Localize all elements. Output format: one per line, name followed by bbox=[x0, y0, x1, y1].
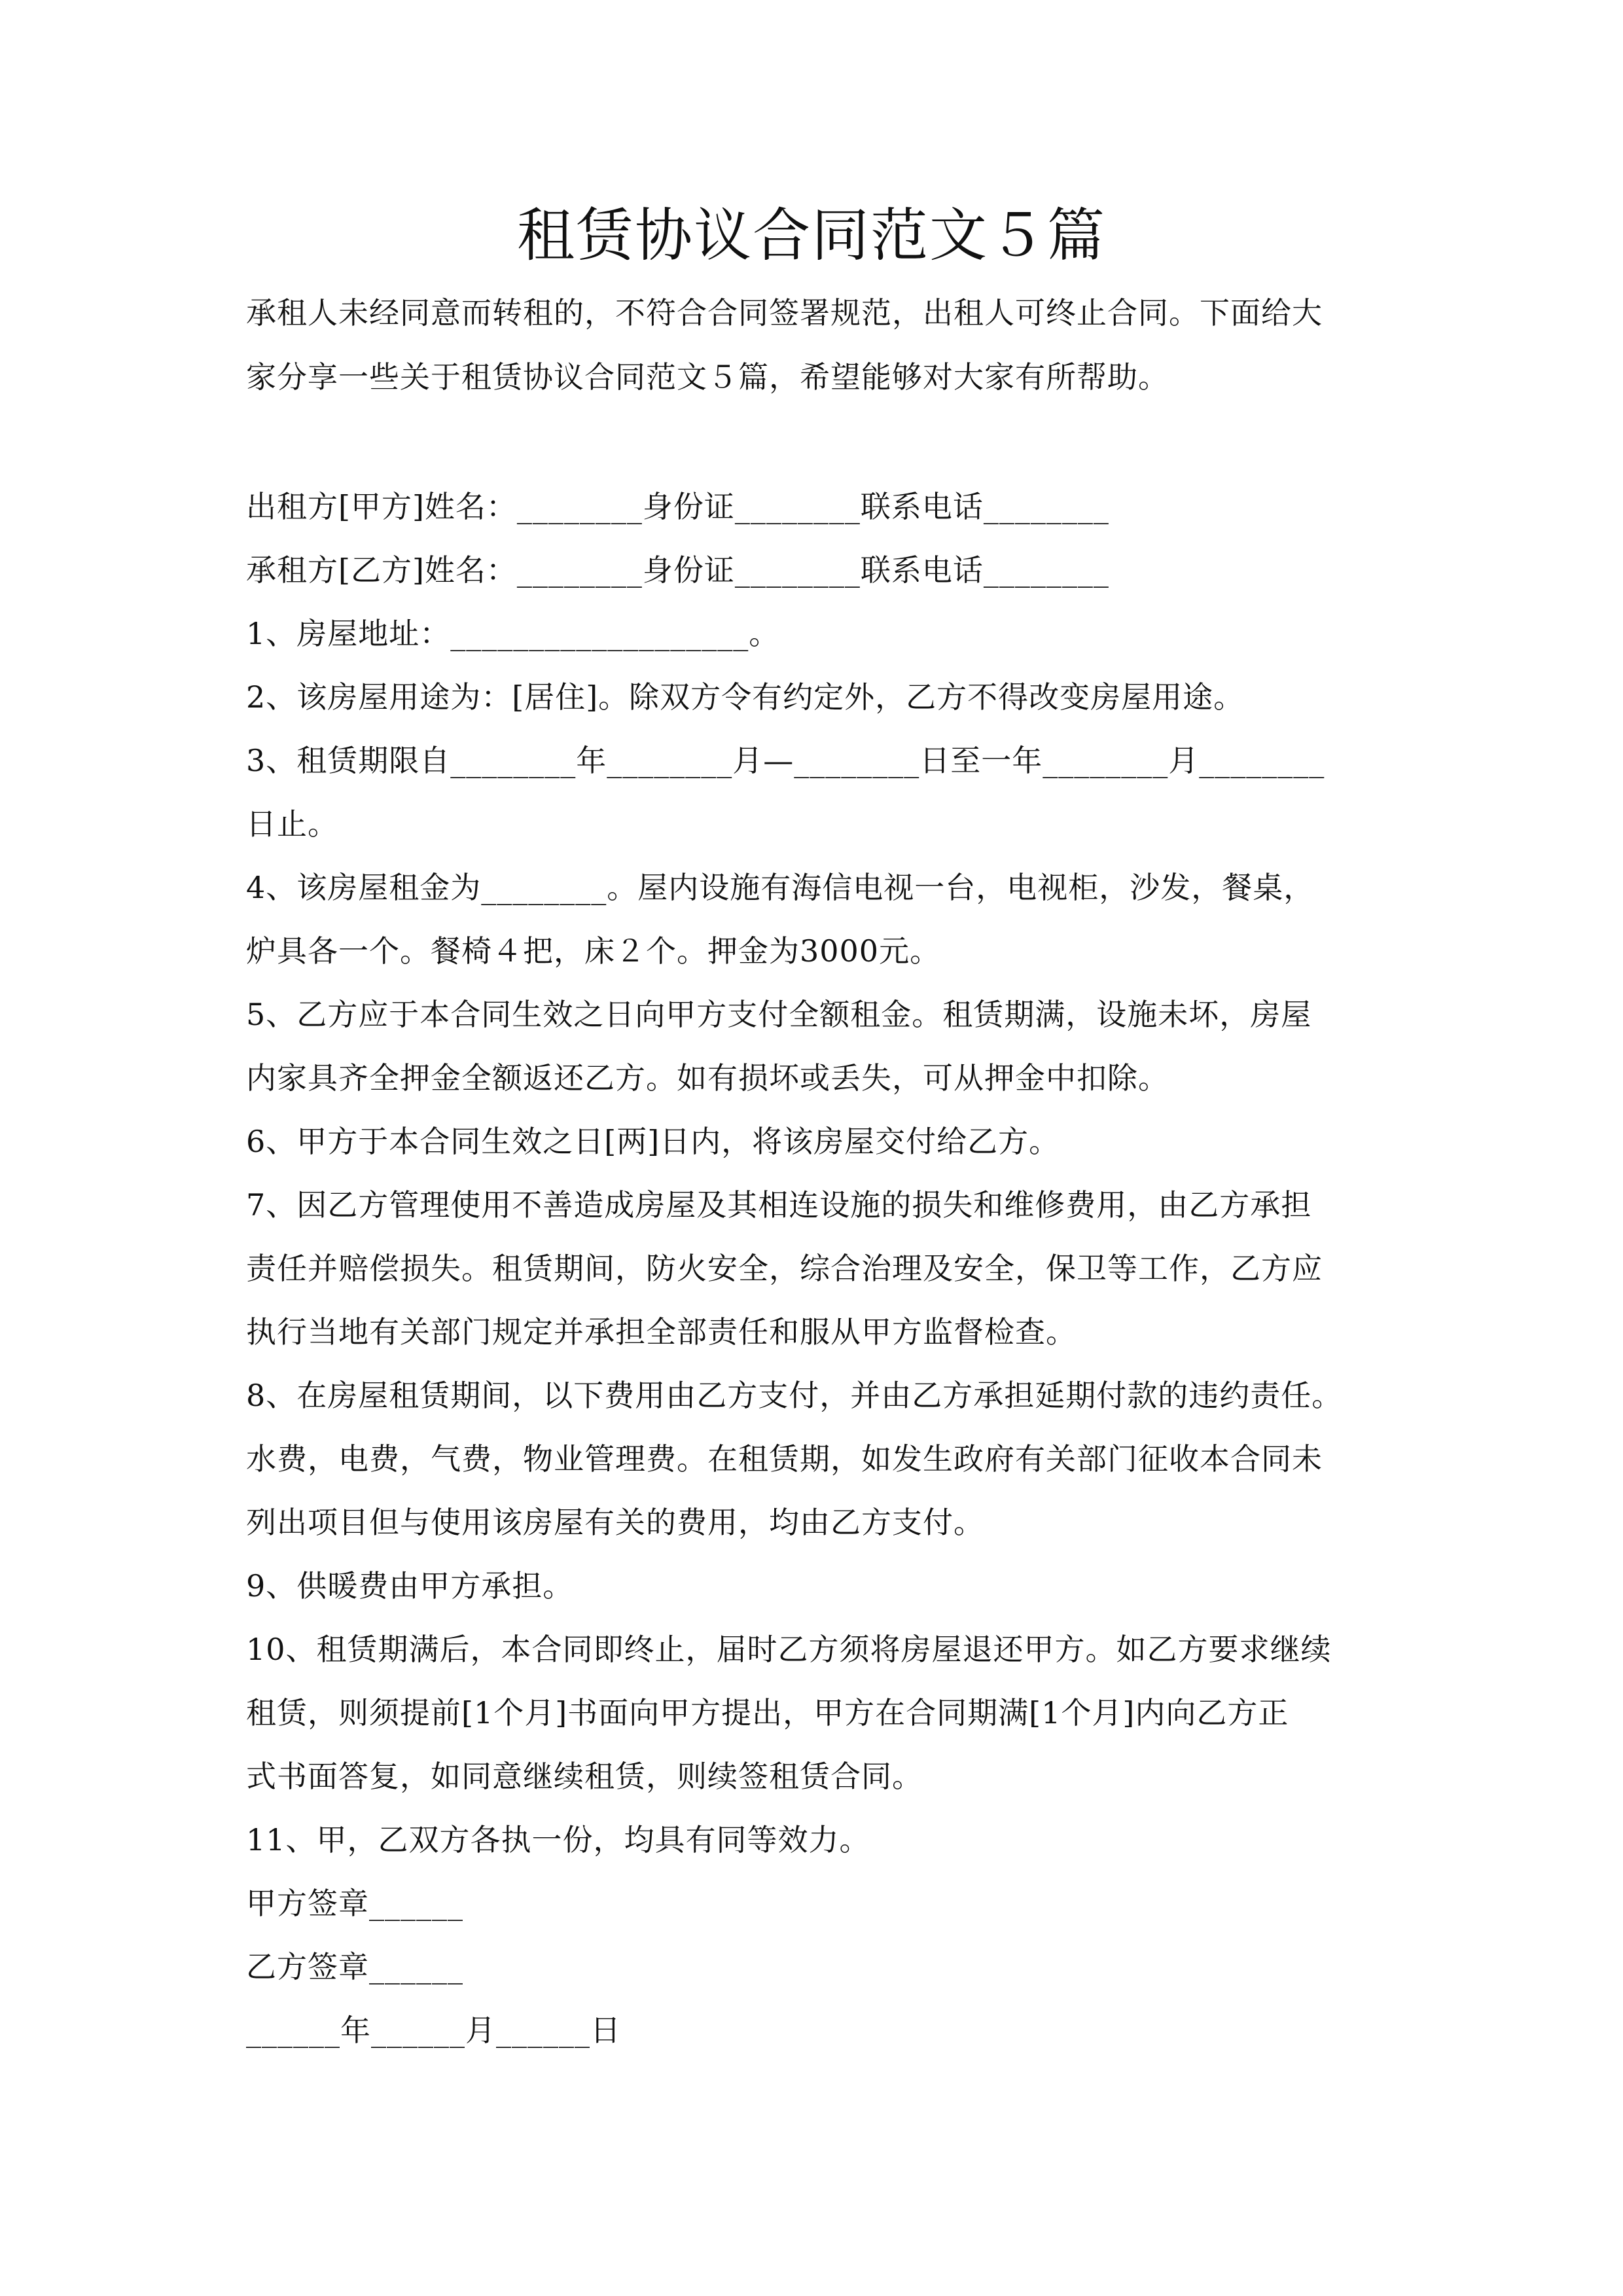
clause-7-line-3: 执行当地有关部门规定并承担全部责任和服从甲方监督检查。 bbox=[246, 1314, 1077, 1350]
clause-6-line: 6、甲方于本合同生效之日[两]日内，将该房屋交付给乙方。 bbox=[246, 1124, 1060, 1159]
clause-10-line-2: 租赁，则须提前[1个月]书面向甲方提出，甲方在合同期满[1个月]内向乙方正 bbox=[246, 1695, 1289, 1731]
intro-line-2: 家分享一些关于租赁协议合同范文５篇，希望能够对大家有所帮助。 bbox=[246, 359, 1169, 395]
clause-8-line-2: 水费，电费，气费，物业管理费。在租赁期，如发生政府有关部门征收本合同未 bbox=[246, 1441, 1323, 1477]
clause-10-line-1: 10、租赁期满后，本合同即终止，届时乙方须将房屋退还甲方。如乙方要求继续 bbox=[246, 1632, 1332, 1667]
clause-8-line-1: 8、在房屋租赁期间，以下费用由乙方支付，并由乙方承担延期付款的违约责任。 bbox=[246, 1378, 1343, 1413]
clause-4-line-1: 4、该房屋租金为________。屋内设施有海信电视一台，电视柜，沙发，餐桌， bbox=[246, 870, 1315, 905]
clause-7-line-2: 责任并赔偿损失。租赁期间，防火安全，综合治理及安全，保卫等工作，乙方应 bbox=[246, 1251, 1323, 1286]
lessor-info-line: 出租方[甲方]姓名：________身份证________联系电话________ bbox=[246, 489, 1109, 524]
clause-3-line-1: 3、租赁期限自________年________月—________日至一年________月________ bbox=[246, 743, 1325, 778]
clause-2-line: 2、该房屋用途为：[居住]。除双方令有约定外，乙方不得改变房屋用途。 bbox=[246, 679, 1245, 715]
clause-11-line: 11、甲，乙双方各执一份，均具有同等效力。 bbox=[246, 1822, 870, 1857]
document-title: 租赁协议合同范文５篇 bbox=[516, 202, 1106, 269]
intro-line-1: 承租人未经同意而转租的，不符合合同签署规范，出租人可终止合同。下面给大 bbox=[246, 295, 1323, 331]
party-b-signature-line: 乙方签章______ bbox=[246, 1949, 463, 1984]
clause-5-line-1: 5、乙方应于本合同生效之日向甲方支付全额租金。租赁期满，设施未坏，房屋 bbox=[246, 997, 1312, 1032]
clause-3-line-2: 日止。 bbox=[246, 806, 338, 842]
lessee-info-line: 承租方[乙方]姓名：________身份证________联系电话________ bbox=[246, 552, 1109, 588]
clause-9-line: 9、供暖费由甲方承担。 bbox=[246, 1568, 574, 1604]
clause-10-line-3: 式书面答复，如同意继续租赁，则续签租赁合同。 bbox=[246, 1759, 923, 1794]
clause-5-line-2: 内家具齐全押金全额返还乙方。如有损坏或丢失，可从押金中扣除。 bbox=[246, 1060, 1169, 1096]
clause-7-line-1: 7、因乙方管理使用不善造成房屋及其相连设施的损失和维修费用，由乙方承担 bbox=[246, 1187, 1312, 1223]
clause-8-line-3: 列出项目但与使用该房屋有关的费用，均由乙方支付。 bbox=[246, 1505, 984, 1540]
date-line: ______年______月______日 bbox=[246, 2013, 621, 2048]
party-a-signature-line: 甲方签章______ bbox=[246, 1886, 463, 1921]
clause-1-line: 1、房屋地址：___________________。 bbox=[246, 616, 780, 651]
clause-4-line-2: 炉具各一个。餐椅４把，床２个。押金为3000元。 bbox=[246, 933, 941, 969]
